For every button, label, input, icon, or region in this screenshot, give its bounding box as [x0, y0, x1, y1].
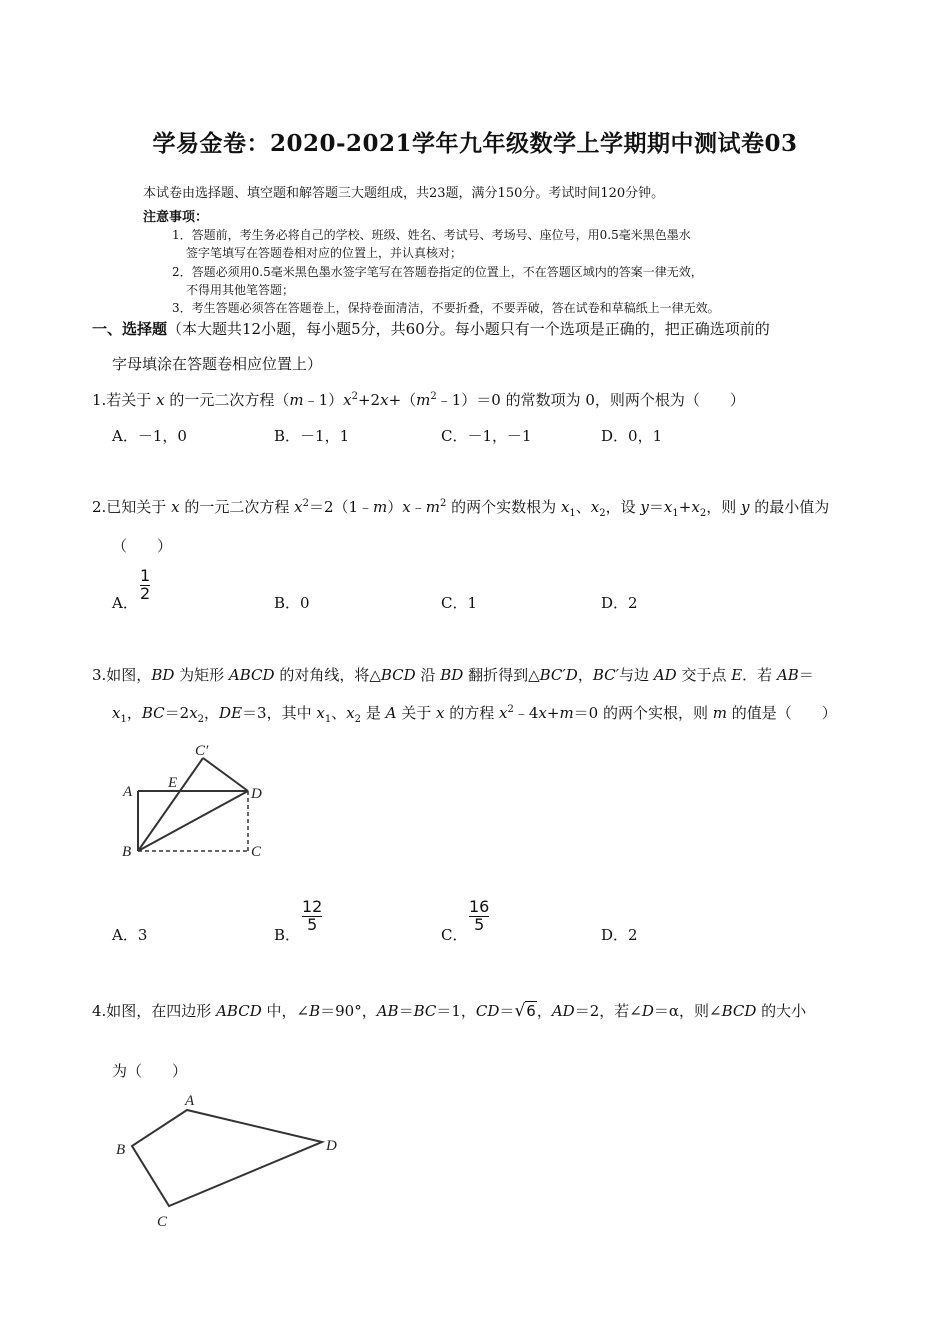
q2-option-d: D．2	[601, 594, 638, 612]
fraction-denominator: 2	[140, 583, 151, 603]
question-4-cont: 为（ ）	[112, 1062, 188, 1080]
fig-edge-bd	[138, 791, 248, 851]
notice-item-1: 1．答题前，考生务必将自己的学校、班级、姓名、考试号、考场号、座位号，用0.5毫米黑色墨水	[172, 228, 691, 242]
q3-option-b-label: B．	[274, 926, 301, 944]
fraction-denominator: 5	[474, 914, 485, 934]
fig-label-c: C	[251, 844, 262, 860]
q3-option-d: D．2	[601, 926, 638, 944]
fig-label-b: B	[122, 844, 132, 860]
fig-edge-bc-prime	[138, 758, 203, 851]
notice-item-1-cont: 签字笔填写在答题卷相对应的位置上，并认真核对；	[186, 246, 463, 260]
fraction-numerator: 12	[302, 897, 323, 916]
section-heading-line	[92, 318, 770, 339]
q2-option-b: B．0	[274, 594, 310, 612]
section-desc: （本大题共12小题，每小题5分，共60分。每小题只有一个选项是正确的，把正确选项前的	[167, 320, 770, 338]
fig-quadrilateral	[132, 1110, 322, 1206]
q3-option-b-fraction	[302, 897, 322, 934]
question-2: 2.已知关于 x 的一元二次方程 $x^2=2(1﹣m)x﹣m^2$ 的两个实数根为 $x_1$、$x_2$，设 $y=x_1+x_2$，则 y 的最小值为	[92, 498, 830, 519]
fraction-numerator: 16	[469, 897, 490, 916]
q3-figure	[115, 738, 275, 863]
q2-paren: （ ）	[112, 537, 173, 555]
q1-option-c: C．－1，－1	[441, 427, 532, 445]
question-1: 1.若关于 x 的一元二次方程$(m﹣1)x^2+2x+(m^2﹣1)=0$ 的常数项为 0，则两个根为（ ）	[92, 391, 745, 409]
question-3-cont: $x_1$，$BC=2x_2$，DE＝3，其中 $x_1$、$x_2$ 是 A 关于 x 的方程 $x^2﹣4x+m=0$ 的两个实根，则 m 的值是（ ）	[112, 704, 837, 725]
q2-option-a-fraction	[140, 566, 150, 603]
fig-label-c: C	[157, 1214, 168, 1230]
notice-item-2-cont: 不得用其他笔答题；	[186, 283, 295, 297]
q2-option-a-label: A．	[112, 594, 138, 612]
fig-label-c-prime: C′	[195, 743, 209, 759]
fig-edge-c-prime-d	[203, 758, 248, 791]
q3-option-a: A．3	[112, 926, 148, 944]
fraction-numerator: 1	[140, 566, 151, 585]
question-3: 3.如图，BD 为矩形 ABCD 的对角线，将△BCD 沿 BD 翻折得到△BC′D，BC′与边 AD 交于点 E．若 AB＝	[92, 666, 814, 684]
page-title: 学易金卷：2020-2021学年九年级数学上学期期中测试卷03	[152, 130, 798, 157]
fig-label-b: B	[116, 1142, 126, 1158]
section-heading: 一、选择题	[92, 320, 168, 338]
sqrt-symbol: √6	[514, 1001, 536, 1021]
q3-option-c-label: C．	[441, 926, 468, 944]
notice-heading: 注意事项：	[143, 210, 209, 225]
notice-item-3: 3．考生答题必须答在答题卷上，保持卷面清洁，不要折叠，不要弄破，答在试卷和草稿纸上一律无效。	[172, 301, 720, 315]
q2-option-c: C．1	[441, 594, 478, 612]
q1-option-b: B．－1，1	[274, 427, 350, 445]
q1-option-d: D．0，1	[601, 427, 663, 445]
question-4: 4.如图，在四边形 ABCD 中，∠B＝90°，AB＝BC＝1，CD＝√6，AD＝2，若∠D＝α，则∠BCD 的大小	[92, 1001, 807, 1021]
q4-figure	[112, 1086, 352, 1236]
fraction-denominator: 5	[307, 914, 318, 934]
fig-label-a: A	[185, 1093, 195, 1109]
q3-option-c-fraction	[469, 897, 489, 934]
notice-item-2: 2．答题必须用0.5毫米黑色墨水签字笔写在答题卷指定的位置上，不在答题区域内的答案一律无效，	[172, 265, 703, 279]
fig-label-d: D	[251, 786, 262, 802]
section-desc-cont: 字母填涂在答题卷相应位置上）	[112, 355, 323, 373]
fig-label-e: E	[168, 775, 178, 791]
q1-option-a: A．－1，0	[112, 427, 187, 445]
fig-label-d: D	[326, 1138, 337, 1154]
intro-line: 本试卷由选择题、填空题和解答题三大题组成，共23题，满分150分。考试时间120分钟。	[143, 186, 665, 201]
fig-label-a: A	[123, 784, 133, 800]
